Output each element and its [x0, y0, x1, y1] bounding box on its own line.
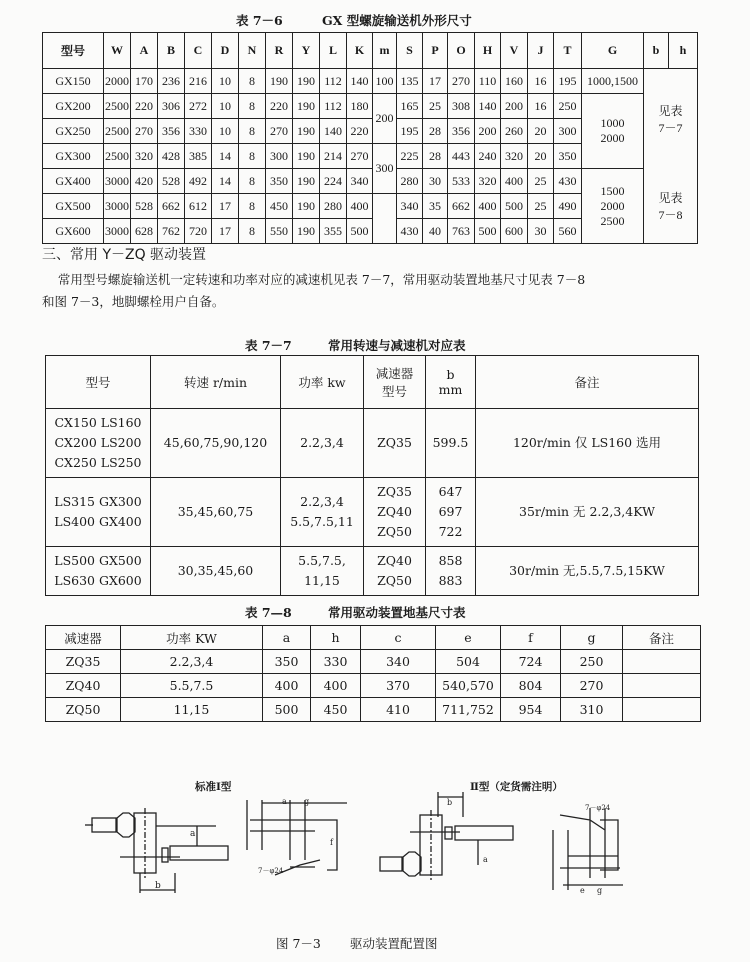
- svg-text:b: b: [155, 881, 161, 891]
- value-cell: 14: [212, 169, 239, 194]
- value-cell: 220: [266, 94, 293, 119]
- column-header: 型号: [46, 356, 151, 409]
- column-header: h: [669, 33, 698, 69]
- value-cell: 450: [266, 194, 293, 219]
- value-cell: ZQ40: [46, 674, 121, 698]
- value-cell: 370: [361, 674, 436, 698]
- value-cell: 320: [501, 144, 528, 169]
- value-cell: 280: [320, 194, 347, 219]
- value-cell: 355: [320, 219, 347, 244]
- model-cell: GX200: [43, 94, 104, 119]
- m-cell: 100: [373, 69, 397, 94]
- value-cell: 270: [448, 69, 475, 94]
- section-heading: 三、常用 Y－ZQ 驱动装置: [42, 247, 207, 263]
- see-table-text: 7－8: [658, 207, 683, 222]
- note-cell: 120r/min 仅 LS160 选用: [476, 409, 699, 478]
- column-header: B: [158, 33, 185, 69]
- value-cell: 420: [131, 169, 158, 194]
- value-cell: 300: [266, 144, 293, 169]
- value-cell: 270: [347, 144, 373, 169]
- value-cell: 400: [311, 674, 361, 698]
- value-cell: 340: [347, 169, 373, 194]
- value-cell: 528: [158, 169, 185, 194]
- value-cell: 330: [311, 650, 361, 674]
- reducer-cell-line: ZQ40: [377, 504, 412, 519]
- value-cell: 10: [212, 69, 239, 94]
- value-cell: 30: [528, 219, 554, 244]
- power-cell-line: 2.2,3,4: [300, 435, 344, 450]
- b-cell-line: 722: [438, 524, 463, 539]
- value-cell: 500: [263, 698, 311, 722]
- header-line: 型号: [381, 384, 407, 399]
- value-cell: 533: [448, 169, 475, 194]
- value-cell: 500: [475, 219, 501, 244]
- value-cell: 400: [501, 169, 528, 194]
- value-cell: 170: [131, 69, 158, 94]
- value-cell: 308: [448, 94, 475, 119]
- value-cell: 762: [158, 219, 185, 244]
- value-cell: 28: [423, 119, 448, 144]
- reducer-cell-line: ZQ35: [377, 484, 412, 499]
- figure-type2-label: Ⅱ型（定货需注明）: [470, 781, 563, 793]
- column-header: L: [320, 33, 347, 69]
- value-cell: 8: [239, 144, 266, 169]
- value-cell: 225: [397, 144, 423, 169]
- model-cell-line: LS400 GX400: [54, 514, 142, 529]
- value-cell: 195: [554, 69, 582, 94]
- value-cell: 2.2,3,4: [121, 650, 263, 674]
- b-cell-line: 858: [438, 553, 463, 568]
- value-cell: 216: [185, 69, 212, 94]
- table-7-8-title: 常用驱动装置地基尺寸表: [328, 605, 466, 620]
- value-cell: 356: [158, 119, 185, 144]
- value-cell: 200: [501, 94, 528, 119]
- column-header: A: [131, 33, 158, 69]
- svg-text:e: e: [580, 886, 585, 895]
- value-cell: 2500: [104, 144, 131, 169]
- reducer-cell-line: ZQ40: [377, 553, 412, 568]
- value-cell: 400: [263, 674, 311, 698]
- value-cell: 190: [293, 169, 320, 194]
- column-header: a: [263, 626, 311, 650]
- model-cell-line: CX150 LS160: [54, 415, 142, 430]
- value-cell: 165: [397, 94, 423, 119]
- value-cell: 8: [239, 194, 266, 219]
- svg-text:g: g: [597, 886, 603, 895]
- reducer-cell-line: ZQ50: [377, 573, 412, 588]
- value-cell: 190: [293, 119, 320, 144]
- model-cell-line: LS315 GX300: [54, 494, 142, 509]
- b-cell-line: 647: [438, 484, 463, 499]
- speed-cell-line: 45,60,75,90,120: [163, 435, 268, 450]
- value-cell: 500: [501, 194, 528, 219]
- column-header: G: [582, 33, 644, 69]
- value-cell: 16: [528, 94, 554, 119]
- column-header: V: [501, 33, 528, 69]
- value-cell: 28: [423, 144, 448, 169]
- power-cell-line: 11,15: [304, 573, 340, 588]
- speed-cell-line: 30,35,45,60: [177, 563, 254, 578]
- value-cell: 450: [311, 698, 361, 722]
- value-cell: 400: [347, 194, 373, 219]
- type2-plan-view: [553, 808, 623, 890]
- speed-cell-line: 35,45,60,75: [177, 504, 254, 519]
- column-header: f: [501, 626, 561, 650]
- reducer-cell-line: ZQ35: [377, 435, 412, 450]
- value-cell: 550: [266, 219, 293, 244]
- value-cell: 612: [185, 194, 212, 219]
- column-header: W: [104, 33, 131, 69]
- g-value: 2500: [600, 213, 625, 228]
- table-7-6-title: GX 型螺旋输送机外形尺寸: [322, 13, 472, 28]
- reducer-cell-line: ZQ50: [377, 524, 412, 539]
- model-cell: GX150: [43, 69, 104, 94]
- header-line: b: [446, 367, 455, 382]
- value-cell: 10: [212, 119, 239, 144]
- value-cell: 3000: [104, 219, 131, 244]
- value-cell: 25: [528, 194, 554, 219]
- model-cell: GX300: [43, 144, 104, 169]
- value-cell: ZQ35: [46, 650, 121, 674]
- value-cell: ZQ50: [46, 698, 121, 722]
- value-cell: 180: [347, 94, 373, 119]
- value-cell: 350: [263, 650, 311, 674]
- table-7-8-number: 表 7—8: [245, 605, 292, 620]
- value-cell: 724: [501, 650, 561, 674]
- value-cell: 430: [397, 219, 423, 244]
- value-cell: 240: [475, 144, 501, 169]
- value-cell: 30: [423, 169, 448, 194]
- note-cell: 30r/min 无,5.5,7.5,15KW: [476, 547, 699, 596]
- see-table-text: 7－7: [658, 120, 683, 135]
- paragraph-line: 和图 7－3，地脚螺栓用户自备。: [42, 294, 225, 309]
- value-cell: 112: [320, 69, 347, 94]
- value-cell: 763: [448, 219, 475, 244]
- column-header: N: [239, 33, 266, 69]
- value-cell: 310: [561, 698, 623, 722]
- table-7-7-title: 常用转速与减速机对应表: [328, 338, 466, 353]
- model-cell-line: LS630 GX600: [54, 573, 142, 588]
- value-cell: 410: [361, 698, 436, 722]
- g-value: 1000,1500: [587, 73, 638, 88]
- column-header: O: [448, 33, 475, 69]
- column-header: m: [373, 33, 397, 69]
- svg-text:a: a: [282, 797, 287, 806]
- value-cell: 8: [239, 169, 266, 194]
- value-cell: 330: [185, 119, 212, 144]
- value-cell: 560: [554, 219, 582, 244]
- column-header: Y: [293, 33, 320, 69]
- value-cell: 720: [185, 219, 212, 244]
- value-cell: 190: [293, 94, 320, 119]
- value-cell: 356: [448, 119, 475, 144]
- value-cell: 954: [501, 698, 561, 722]
- model-cell-line: CX250 LS250: [54, 455, 142, 470]
- value-cell: 350: [554, 144, 582, 169]
- value-cell: 250: [561, 650, 623, 674]
- model-cell: GX400: [43, 169, 104, 194]
- value-cell: 250: [554, 94, 582, 119]
- column-header: J: [528, 33, 554, 69]
- g-value: 1500: [600, 183, 625, 198]
- column-header: H: [475, 33, 501, 69]
- value-cell: 190: [293, 194, 320, 219]
- value-cell: 492: [185, 169, 212, 194]
- value-cell: 220: [347, 119, 373, 144]
- value-cell: 270: [266, 119, 293, 144]
- bolt-label: 7－φ24: [258, 867, 284, 875]
- power-cell-line: 5.5,7.5,11: [290, 514, 354, 529]
- value-cell: 385: [185, 144, 212, 169]
- value-cell: 25: [528, 169, 554, 194]
- m-cell: 300: [373, 144, 397, 194]
- value-cell: 500: [347, 219, 373, 244]
- value-cell: 528: [131, 194, 158, 219]
- see-table-text: 见表: [658, 103, 683, 118]
- figure-caption-number: 图 7－3: [276, 936, 321, 951]
- value-cell: 428: [158, 144, 185, 169]
- value-cell: 443: [448, 144, 475, 169]
- value-cell: 110: [475, 69, 501, 94]
- value-cell: 112: [320, 94, 347, 119]
- value-cell: 3000: [104, 194, 131, 219]
- column-header: 转速 r/min: [151, 356, 281, 409]
- value-cell: 340: [361, 650, 436, 674]
- value-cell: 300: [554, 119, 582, 144]
- header-line: mm: [438, 382, 463, 397]
- model-cell-line: CX200 LS200: [54, 435, 142, 450]
- header-line: 减速器: [375, 366, 414, 381]
- value-cell: 8: [239, 119, 266, 144]
- value-cell: 350: [266, 169, 293, 194]
- svg-text:f: f: [330, 838, 333, 847]
- value-cell: 236: [158, 69, 185, 94]
- value-cell: 10: [212, 94, 239, 119]
- column-header: P: [423, 33, 448, 69]
- column-header: h: [311, 626, 361, 650]
- value-cell: 20: [528, 119, 554, 144]
- column-header: D: [212, 33, 239, 69]
- value-cell: 214: [320, 144, 347, 169]
- model-cell-line: LS500 GX500: [54, 553, 142, 568]
- column-header: 型号: [43, 33, 104, 69]
- column-header: S: [397, 33, 423, 69]
- value-cell: 400: [475, 194, 501, 219]
- value-cell: 3000: [104, 169, 131, 194]
- column-header: T: [554, 33, 582, 69]
- b-cell-line: 697: [438, 504, 463, 519]
- figure-caption-title: 驱动装置配置图: [350, 936, 438, 951]
- svg-text:7－φ24: 7－φ24: [585, 804, 611, 812]
- column-header: e: [436, 626, 501, 650]
- column-header: 减速器: [46, 626, 121, 650]
- value-cell: 270: [131, 119, 158, 144]
- power-cell-line: 5.5,7.5,: [298, 553, 346, 568]
- column-header: b: [644, 33, 669, 69]
- value-cell: 340: [397, 194, 423, 219]
- svg-text:a: a: [190, 829, 196, 839]
- power-cell-line: 2.2,3,4: [300, 494, 344, 509]
- value-cell: 190: [293, 219, 320, 244]
- svg-text:b: b: [447, 798, 453, 807]
- value-cell: 280: [397, 169, 423, 194]
- value-cell: 662: [448, 194, 475, 219]
- value-cell: 11,15: [121, 698, 263, 722]
- column-header: K: [347, 33, 373, 69]
- value-cell: 140: [320, 119, 347, 144]
- value-cell: 2500: [104, 119, 131, 144]
- value-cell: 320: [131, 144, 158, 169]
- paragraph-line: 常用型号螺旋输送机一定转速和功率对应的减速机见表 7－7，常用驱动装置地基尺寸见表 7－8: [42, 272, 586, 287]
- g-value: 2000: [600, 198, 625, 213]
- value-cell: 504: [436, 650, 501, 674]
- value-cell: 490: [554, 194, 582, 219]
- value-cell: 8: [239, 94, 266, 119]
- svg-text:a: a: [483, 855, 488, 864]
- value-cell: 140: [347, 69, 373, 94]
- value-cell: 8: [239, 219, 266, 244]
- value-cell: 35: [423, 194, 448, 219]
- value-cell: 17: [423, 69, 448, 94]
- value-cell: 40: [423, 219, 448, 244]
- model-cell: GX500: [43, 194, 104, 219]
- column-header: 备注: [623, 626, 701, 650]
- value-cell: 320: [475, 169, 501, 194]
- value-cell: 5.5,7.5: [121, 674, 263, 698]
- see-table-text: 见表: [658, 190, 683, 205]
- value-cell: 270: [561, 674, 623, 698]
- value-cell: 8: [239, 69, 266, 94]
- value-cell: 25: [423, 94, 448, 119]
- value-cell: 628: [131, 219, 158, 244]
- value-cell: 272: [185, 94, 212, 119]
- value-cell: 260: [501, 119, 528, 144]
- table-7-7-number: 表 7－7: [245, 338, 292, 353]
- value-cell: 711,752: [436, 698, 501, 722]
- value-cell: 190: [266, 69, 293, 94]
- value-cell: 135: [397, 69, 423, 94]
- value-cell: 220: [131, 94, 158, 119]
- value-cell: 190: [293, 69, 320, 94]
- value-cell: 224: [320, 169, 347, 194]
- g-value: 2000: [600, 131, 625, 145]
- value-cell: 600: [501, 219, 528, 244]
- value-cell: 17: [212, 194, 239, 219]
- value-cell: 804: [501, 674, 561, 698]
- value-cell: 540,570: [436, 674, 501, 698]
- table-7-6-number: 表 7－6: [236, 13, 283, 28]
- value-cell: 662: [158, 194, 185, 219]
- column-header: C: [185, 33, 212, 69]
- value-cell: 140: [475, 94, 501, 119]
- b-cell-line: 599.5: [432, 435, 469, 450]
- value-cell: 17: [212, 219, 239, 244]
- value-cell: 190: [293, 144, 320, 169]
- column-header: 功率 KW: [121, 626, 263, 650]
- figure-type1-label: 标准Ⅰ型: [195, 781, 232, 793]
- value-cell: 20: [528, 144, 554, 169]
- column-header: R: [266, 33, 293, 69]
- svg-text:g: g: [304, 797, 310, 806]
- column-header: c: [361, 626, 436, 650]
- value-cell: 430: [554, 169, 582, 194]
- value-cell: 2500: [104, 94, 131, 119]
- value-cell: 306: [158, 94, 185, 119]
- value-cell: 14: [212, 144, 239, 169]
- value-cell: 16: [528, 69, 554, 94]
- model-cell: GX250: [43, 119, 104, 144]
- value-cell: 2000: [104, 69, 131, 94]
- b-cell-line: 883: [438, 573, 463, 588]
- g-value: 1000: [600, 116, 625, 130]
- column-header: g: [561, 626, 623, 650]
- header-line: 功率 kw: [298, 375, 346, 390]
- value-cell: 160: [501, 69, 528, 94]
- column-header: 备注: [476, 356, 699, 409]
- m-cell: 200: [373, 94, 397, 144]
- note-cell: 35r/min 无 2.2,3,4KW: [476, 478, 699, 547]
- value-cell: 195: [397, 119, 423, 144]
- model-cell: GX600: [43, 219, 104, 244]
- value-cell: 200: [475, 119, 501, 144]
